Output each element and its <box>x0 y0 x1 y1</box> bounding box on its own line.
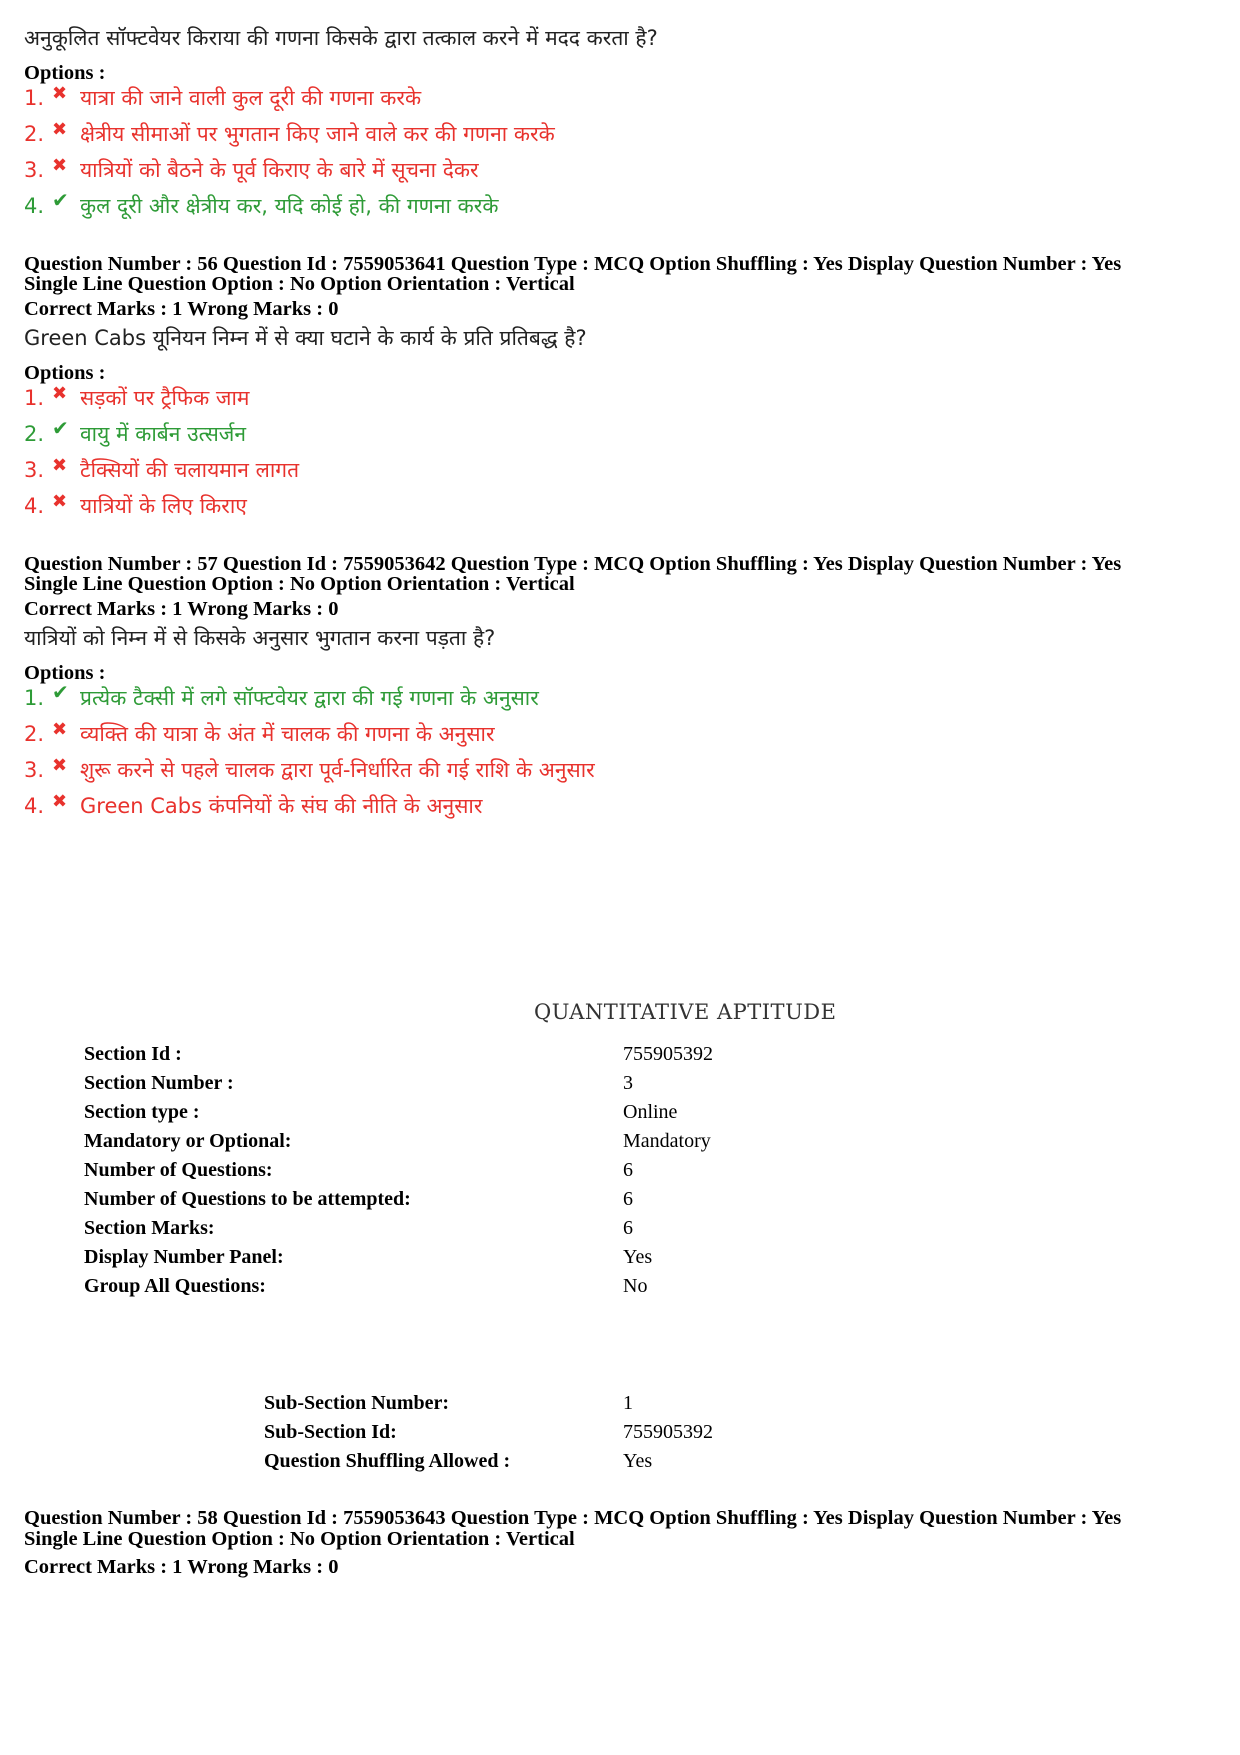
q57-options-label: Options : <box>24 662 106 684</box>
cross-icon: ✖ <box>52 383 68 404</box>
section-type-label: Section type : <box>84 1101 200 1123</box>
display-panel-value: Yes <box>623 1246 653 1268</box>
cross-icon: ✖ <box>52 119 68 140</box>
q57-option-4 <box>24 792 482 820</box>
check-icon: ✔ <box>52 416 69 440</box>
check-icon: ✔ <box>52 680 69 704</box>
option-number: 4. <box>24 494 45 518</box>
group-questions-label: Group All Questions: <box>84 1275 266 1297</box>
q56-option-4 <box>24 492 247 520</box>
section-number-label: Section Number : <box>84 1072 234 1094</box>
option-number: 2. <box>24 422 45 446</box>
section-number-value: 3 <box>623 1072 633 1094</box>
q57-meta-line1: Question Number : 57 Question Id : 7559053642 Question Type : MCQ Option Shuffling : Yes Display Question Number : Yes <box>24 553 1122 575</box>
cross-icon: ✖ <box>52 755 68 776</box>
q55-option-2 <box>24 120 555 148</box>
q57-option-3 <box>24 756 595 784</box>
mandatory-label: Mandatory or Optional: <box>84 1130 292 1152</box>
option-number: 1. <box>24 386 45 410</box>
option-text: व्यक्ति की यात्रा के अंत में चालक की गणना के अनुसार <box>80 722 495 746</box>
q57-meta-line2: Single Line Question Option : No Option Orientation : Vertical <box>24 573 575 595</box>
q57-option-1 <box>24 680 539 712</box>
option-text: टैक्सियों की चलायमान लागत <box>80 458 300 482</box>
section-type-value: Online <box>623 1101 678 1123</box>
cross-icon: ✖ <box>52 455 68 476</box>
q56-options-label: Options : <box>24 362 106 384</box>
q56-marks: Correct Marks : 1 Wrong Marks : 0 <box>24 298 339 320</box>
q58-meta-line2: Single Line Question Option : No Option Orientation : Vertical <box>24 1528 575 1550</box>
mandatory-value: Mandatory <box>623 1130 711 1152</box>
q56-question-text: Green Cabs यूनियन निम्न में से क्या घटाने के कार्य के प्रति प्रतिबद्ध है? <box>24 326 587 350</box>
q56-meta-line2: Single Line Question Option : No Option Orientation : Vertical <box>24 273 575 295</box>
cross-icon: ✖ <box>52 791 68 812</box>
subsection-id-label: Sub-Section Id: <box>264 1421 397 1443</box>
option-number: 2. <box>24 722 45 746</box>
q55-question-text: अनुकूलित सॉफ्टवेयर किराया की गणना किसके द्वारा तत्काल करने में मदद करता है? <box>24 26 658 50</box>
subsection-number-value: 1 <box>623 1392 633 1414</box>
option-text: यात्रा की जाने वाली कुल दूरी की गणना करके <box>80 86 422 110</box>
option-text: क्षेत्रीय सीमाओं पर भुगतान किए जाने वाले कर की गणना करके <box>80 122 555 146</box>
option-number: 4. <box>24 194 45 218</box>
option-text: यात्रियों को बैठने के पूर्व किराए के बारे में सूचना देकर <box>80 158 479 182</box>
option-text: कुल दूरी और क्षेत्रीय कर, यदि कोई हो, की गणना करके <box>80 194 499 218</box>
q56-option-1 <box>24 384 249 412</box>
option-number: 1. <box>24 686 45 710</box>
num-attempted-label: Number of Questions to be attempted: <box>84 1188 411 1210</box>
option-number: 3. <box>24 758 45 782</box>
group-questions-value: No <box>623 1275 648 1297</box>
q56-option-3 <box>24 456 299 484</box>
q58-marks: Correct Marks : 1 Wrong Marks : 0 <box>24 1556 339 1578</box>
cross-icon: ✖ <box>52 719 68 740</box>
q56-option-2 <box>24 416 247 448</box>
option-text: यात्रियों के लिए किराए <box>80 494 247 518</box>
option-text: प्रत्येक टैक्सी में लगे सॉफ्टवेयर द्वारा की गई गणना के अनुसार <box>80 686 539 710</box>
shuffling-allowed-value: Yes <box>623 1450 653 1472</box>
q57-question-text: यात्रियों को निम्न में से किसके अनुसार भुगतान करना पड़ता है? <box>24 626 496 650</box>
subsection-id-value: 755905392 <box>623 1421 713 1443</box>
num-attempted-value: 6 <box>623 1188 633 1210</box>
option-text: सड़कों पर ट्रैफिक जाम <box>80 386 250 410</box>
option-text: वायु में कार्बन उत्सर्जन <box>80 422 247 446</box>
display-panel-label: Display Number Panel: <box>84 1246 284 1268</box>
cross-icon: ✖ <box>52 155 68 176</box>
section-marks-value: 6 <box>623 1217 633 1239</box>
q55-option-1 <box>24 84 421 112</box>
option-number: 3. <box>24 458 45 482</box>
shuffling-allowed-label: Question Shuffling Allowed : <box>264 1450 511 1472</box>
q57-option-2 <box>24 720 495 748</box>
num-questions-value: 6 <box>623 1159 633 1181</box>
section-id-value: 755905392 <box>623 1043 713 1065</box>
section-id-label: Section Id : <box>84 1043 182 1065</box>
q58-meta-line1: Question Number : 58 Question Id : 7559053643 Question Type : MCQ Option Shuffling : Yes Display Question Number : Yes <box>24 1507 1122 1529</box>
option-number: 1. <box>24 86 45 110</box>
option-text: Green Cabs कंपनियों के संघ की नीति के अनुसार <box>80 794 483 818</box>
option-number: 2. <box>24 122 45 146</box>
q55-option-4 <box>24 188 499 220</box>
q55-options-label: Options : <box>24 62 106 84</box>
option-number: 4. <box>24 794 45 818</box>
q55-option-3 <box>24 156 479 184</box>
q57-marks: Correct Marks : 1 Wrong Marks : 0 <box>24 598 339 620</box>
option-text: शुरू करने से पहले चालक द्वारा पूर्व-निर्धारित की गई राशि के अनुसार <box>80 758 595 782</box>
cross-icon: ✖ <box>52 491 68 512</box>
section-title: QUANTITATIVE APTITUDE <box>534 1000 837 1024</box>
q56-meta-line1: Question Number : 56 Question Id : 7559053641 Question Type : MCQ Option Shuffling : Yes Display Question Number : Yes <box>24 253 1122 275</box>
option-number: 3. <box>24 158 45 182</box>
check-icon: ✔ <box>52 188 69 212</box>
section-marks-label: Section Marks: <box>84 1217 215 1239</box>
num-questions-label: Number of Questions: <box>84 1159 273 1181</box>
subsection-number-label: Sub-Section Number: <box>264 1392 450 1414</box>
cross-icon: ✖ <box>52 83 68 104</box>
